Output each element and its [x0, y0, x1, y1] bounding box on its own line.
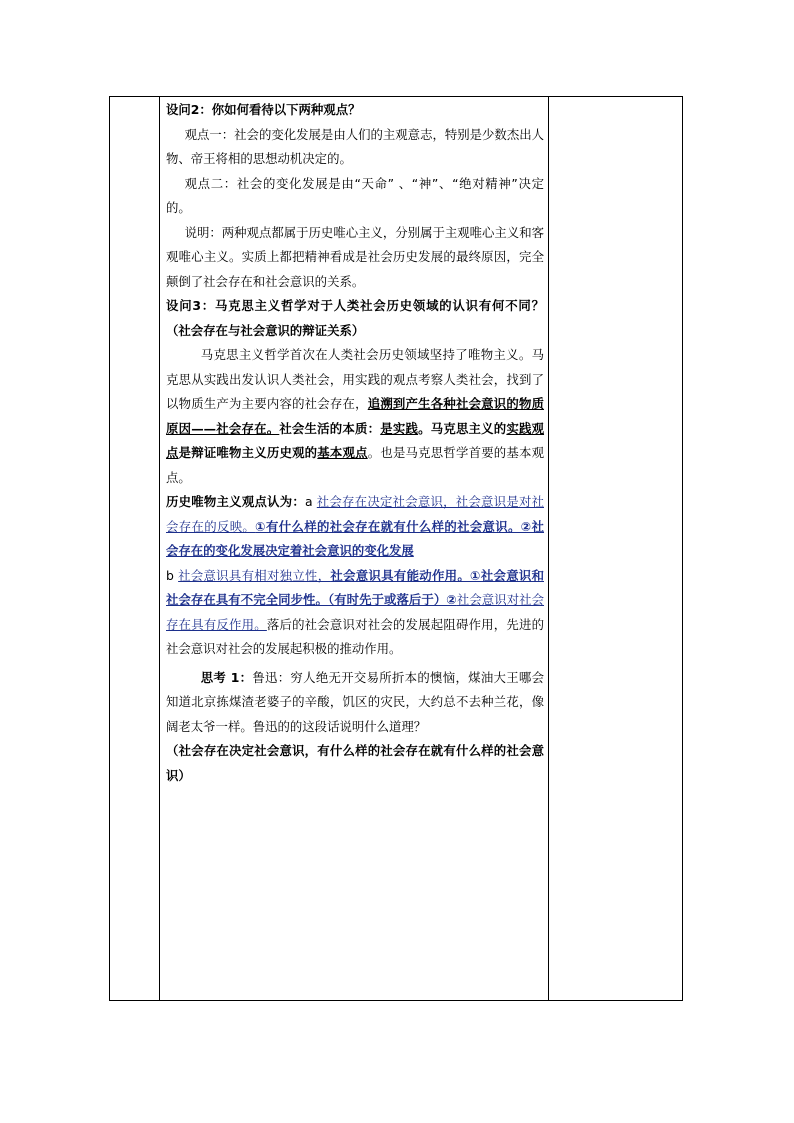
viewpoint-1: 观点一：社会的变化发展是由人们的主观意志，特别是少数杰出人物、帝王将相的思想动机决定的。 [166, 126, 544, 166]
question-2-title: 设问2：你如何看待以下两种观点？ [166, 102, 361, 117]
main-content-cell [166, 98, 544, 788]
explanation: 说明：两种观点都属于历史唯心主义，分别属于主观唯心主义和客观唯心主义。实质上都把精神看成是社会历史发展的最终原因，完全颠倒了社会存在和社会意识的关系。 [166, 224, 544, 289]
viewpoint-2: 观点二：社会的变化发展是由“天命” 、“神”、“绝对精神”决定的。 [166, 175, 544, 215]
column-divider-left [159, 97, 160, 1000]
question-3-title: 设问3：马克思主义哲学对于人类社会历史领域的认识有何不同？（社会存在与社会意识的辩证关系） [166, 298, 544, 338]
marxism-paragraph: 马克思主义哲学首次在人类社会历史领域坚持了唯物主义。马克思从实践出发认识人类社会，用实践的观点考察人类社会，找到了以物质生产为主要内容的社会存在，追溯到产生各种社会意识的物质原因——社会存在。社会生活的本质：是实践。马克思主义的实践观点是辩证唯物主义历史观的基本观点。也是马克思哲学首要的基本观点。 [166, 347, 545, 485]
historical-materialism-a: 历史唯物主义观点认为：a 社会存在决定社会意识，社会意识是对社会存在的反映。①有什么样的社会存在就有什么样的社会意识。②社会存在的变化发展决定着社会意识的变化发展 [166, 494, 545, 558]
think-1: 思考 1：鲁迅：穷人绝无开交易所折本的懊恼，煤油大王哪会知道北京拣煤渣老婆子的辛酸，饥区的灾民，大约总不去种兰花，像阔老太爷一样。鲁迅的的这段话说明什么道理？ [166, 669, 544, 734]
think-1-answer: （社会存在决定社会意识，有什么样的社会存在就有什么样的社会意识） [166, 743, 544, 783]
column-divider-right [548, 97, 549, 1000]
historical-materialism-b: b 社会意识具有相对独立性，社会意识具有能动作用。①社会意识和社会存在具有不完全同步性。（有时先于或落后于）②社会意识对社会存在具有反作用。落后的社会意识对社会的发展起阻碍作用，先进的社会意识对社会的发展起积极的推动作用。 [166, 567, 545, 656]
